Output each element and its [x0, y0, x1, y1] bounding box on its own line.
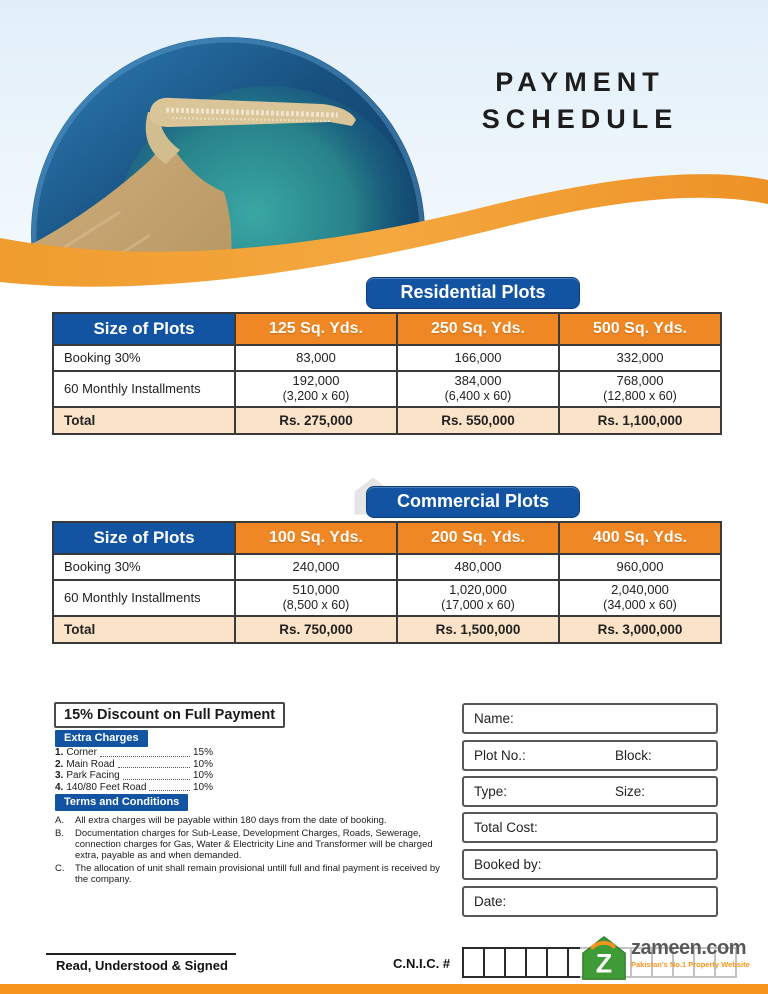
zameen-logo	[580, 934, 768, 984]
form-field-label: Name:	[474, 711, 514, 726]
form-field-total-cost	[462, 812, 718, 843]
table-cell-line: 192,000	[292, 373, 340, 389]
term-text: All extra charges will be payable within 180 days from the date of booking.	[75, 815, 387, 826]
table-cell	[396, 370, 558, 406]
table-cell-line: 166,000	[454, 349, 502, 365]
form-field-label: Booked by:	[474, 857, 542, 872]
table-cell-line: 480,000	[454, 558, 502, 574]
table-cell	[396, 406, 558, 433]
table-cell-line: Rs. 1,500,000	[435, 621, 521, 637]
residential-plots-table	[52, 312, 722, 435]
cnic-digit-box	[504, 947, 527, 978]
form-field-label: Plot No.:	[474, 748, 526, 763]
residential-plots-heading	[366, 277, 580, 309]
table-cell-line: Rs. 1,100,000	[597, 412, 683, 428]
row-label: Booking 30%	[54, 344, 234, 370]
table-cell-line: 240,000	[292, 558, 340, 574]
table-cell-line: Rs. 750,000	[279, 621, 353, 637]
form-field-name	[462, 703, 718, 734]
brand-name: zameen.com	[631, 937, 747, 959]
table-cell	[396, 344, 558, 370]
term-item	[55, 863, 455, 885]
table-cell-line: (17,000 x 60)	[441, 598, 515, 613]
table-cell-line: Rs. 275,000	[279, 412, 353, 428]
form-field-label: Block:	[615, 748, 652, 763]
row-label: Booking 30%	[54, 553, 234, 579]
form-field-label: Type:	[474, 784, 508, 799]
table-cell-line: (34,000 x 60)	[603, 598, 677, 613]
terms-heading: Terms and Conditions	[55, 794, 188, 811]
commercial-plots-label: Commercial Plots	[396, 491, 550, 511]
dotted-leader	[149, 790, 190, 791]
signature-line	[46, 953, 236, 955]
extra-charges-heading: Extra Charges	[55, 730, 148, 747]
row-label: 60 Monthly Installments	[54, 370, 234, 406]
page-title-line2: SCHEDULE	[481, 104, 679, 134]
charge-number: 4.	[55, 781, 64, 793]
table-cell	[234, 615, 396, 642]
column-header: 100 Sq. Yds.	[234, 523, 396, 553]
table-cell	[234, 553, 396, 579]
term-text: Documentation charges for Sub-Lease, Development Charges, Roads, Sewerage, connection charges for Gas, Water & Electricity Line and Transformer will be charged extra, payable as and when demanded.	[75, 828, 433, 861]
table-cell-line: (6,400 x 60)	[444, 389, 512, 404]
cnic-digit-box	[462, 947, 485, 978]
table-cell	[396, 579, 558, 615]
table-cell	[234, 344, 396, 370]
term-marker: B.	[55, 828, 64, 839]
term-item	[55, 815, 455, 826]
page-title	[420, 64, 740, 138]
table-cell	[558, 344, 720, 370]
column-header: 125 Sq. Yds.	[234, 314, 396, 344]
table-cell-line: 960,000	[616, 558, 664, 574]
form-field-label: Total Cost:	[474, 820, 538, 835]
term-item	[55, 828, 455, 861]
booking-form	[462, 703, 718, 915]
table-cell-line: 384,000	[454, 373, 502, 389]
extra-charge-item	[55, 783, 213, 794]
charge-number: 3.	[55, 770, 64, 781]
table-cell-line: Rs. 550,000	[441, 412, 515, 428]
table-cell	[558, 579, 720, 615]
table-cell	[234, 406, 396, 433]
table-cell	[396, 615, 558, 642]
charge-number: 1.	[55, 747, 64, 758]
size-of-plots-header: Size of Plots	[54, 523, 234, 553]
page-title-line1: PAYMENT	[495, 67, 665, 97]
table-cell	[558, 406, 720, 433]
cnic-label: C.N.I.C. #	[393, 956, 451, 971]
table-cell	[558, 553, 720, 579]
form-field-date	[462, 886, 718, 917]
commercial-plots-heading	[366, 486, 580, 518]
column-header: 250 Sq. Yds.	[396, 314, 558, 344]
column-header: 500 Sq. Yds.	[558, 314, 720, 344]
signed-label: Read, Understood & Signed	[56, 958, 228, 973]
table-cell	[234, 579, 396, 615]
dotted-leader	[123, 779, 190, 780]
brand-tagline: Pakistan's No.1 Property Website	[631, 960, 750, 969]
table-cell	[558, 370, 720, 406]
table-cell-line: 768,000	[616, 373, 664, 389]
charge-value: 10%	[192, 770, 213, 781]
form-field-booked-by	[462, 849, 718, 880]
table-cell-line: (3,200 x 60)	[282, 389, 350, 404]
table-cell-line: (8,500 x 60)	[282, 598, 350, 613]
term-marker: A.	[55, 815, 64, 826]
discount-note: 15% Discount on Full Payment	[54, 702, 285, 728]
charge-name: 140/80 Feet Road	[66, 781, 147, 793]
bottom-orange-bar	[0, 984, 768, 994]
term-text: The allocation of unit shall remain provisional untill full and final payment is received by the company.	[75, 863, 440, 885]
charge-value: 10%	[192, 758, 213, 770]
zameen-house-icon	[580, 934, 628, 982]
row-label: 60 Monthly Installments	[54, 579, 234, 615]
charge-name: Park Facing	[66, 770, 120, 781]
charge-name: Corner	[66, 747, 97, 758]
cnic-digit-box	[483, 947, 506, 978]
table-cell-line: 83,000	[296, 349, 336, 365]
extra-charges-list	[55, 748, 213, 794]
table-cell-line: 2,040,000	[611, 582, 669, 598]
dotted-leader	[100, 756, 190, 757]
table-cell-line: 510,000	[292, 582, 340, 598]
column-header: 400 Sq. Yds.	[558, 523, 720, 553]
row-label: Total	[54, 615, 234, 642]
table-cell	[558, 615, 720, 642]
table-cell-line: 332,000	[616, 349, 664, 365]
table-cell	[396, 553, 558, 579]
charge-name: Main Road	[66, 758, 115, 770]
residential-plots-label: Residential Plots	[400, 282, 546, 302]
column-header: 200 Sq. Yds.	[396, 523, 558, 553]
term-marker: C.	[55, 863, 65, 874]
table-cell-line: (12,800 x 60)	[603, 389, 677, 404]
form-field-plot-no	[462, 740, 718, 771]
charge-value: 10%	[192, 781, 213, 793]
commercial-plots-table	[52, 521, 722, 644]
row-label: Total	[54, 406, 234, 433]
table-cell	[234, 370, 396, 406]
size-of-plots-header: Size of Plots	[54, 314, 234, 344]
cnic-digit-box	[546, 947, 569, 978]
charge-value: 15%	[192, 747, 213, 758]
form-field-type	[462, 776, 718, 807]
charge-number: 2.	[55, 758, 64, 770]
form-field-label: Date:	[474, 894, 507, 909]
cnic-digit-box	[525, 947, 548, 978]
form-field-label: Size:	[615, 784, 646, 799]
extra-charge-item	[55, 748, 213, 759]
extra-charge-item	[55, 771, 213, 782]
extra-charge-item	[55, 760, 213, 771]
svg-text:Z: Z	[595, 948, 613, 979]
terms-list	[55, 815, 455, 887]
table-cell-line: 1,020,000	[449, 582, 507, 598]
table-cell-line: Rs. 3,000,000	[597, 621, 683, 637]
dotted-leader	[118, 767, 190, 768]
